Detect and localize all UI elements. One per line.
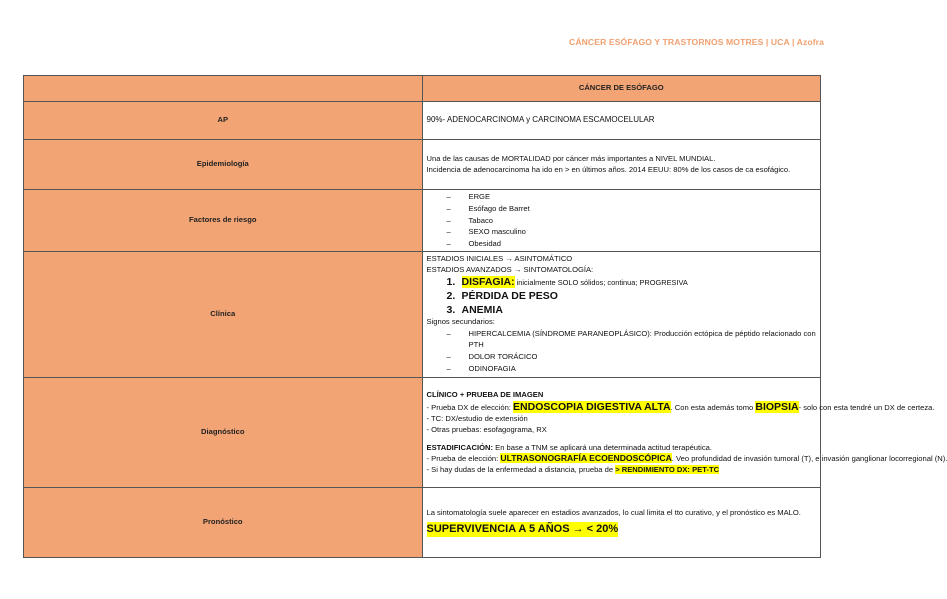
list-item: – ERGE (447, 191, 817, 203)
list-item: 2. PÉRDIDA DE PESO (446, 290, 558, 302)
survival-highlight: SUPERVIVENCIA A 5 AÑOS → < 20% (426, 523, 619, 536)
list-item: 1. DISFAGIA: inicialmente SOLO sólidos; continua; PROGRESIVA (446, 275, 688, 288)
clinica-initial: ESTADIOS INICIALES → ASINTOMÁTICO (426, 254, 573, 264)
ap-text: 90%- ADENOCARCINOMA y CARCINOMA ESCAMOCELULAR (422, 102, 821, 140)
row-diagnostico (24, 378, 821, 488)
secondary-signs-title: Signos secundarios: (426, 317, 495, 327)
row-label-ap: AP (24, 102, 423, 140)
diagnostico-line-5: - Si hay dudas de la enfermedad a distancia, prueba de > RENDIMIENTO DX: PET-TC (426, 464, 720, 474)
list-item: – HIPERCALCEMIA (SÍNDROME PARANEOPLÁSICO): Producción ectópica de péptido relacionado con PTH (447, 328, 817, 352)
pronostico-cell (422, 488, 821, 558)
table-corner-cell (24, 76, 423, 102)
list-item: – ODINOFAGIA (447, 363, 817, 375)
esophageal-cancer-table (23, 75, 947, 558)
document-header: CÁNCER ESÓFAGO Y TRASTORNOS MOTRES | UCA | Azofra (569, 37, 824, 47)
diagnostico-line-4: - Prueba de elección: ULTRASONOGRAFÍA ECOENDOSCÓPICA. Veo profundidad de invasión tumoral (T), e invasión ganglionar locorregional (N). (426, 453, 947, 464)
dysphagia-highlight: DISFAGIA: (461, 275, 515, 288)
row-label-epidemiologia: Epidemiología (24, 140, 423, 190)
clinica-cell (422, 252, 821, 378)
list-item: 3. ANEMIA (446, 304, 503, 317)
pronostico-text: La sintomatología suele aparecer en estadios avanzados, lo cual limita el tto curativo, y el pronóstico es MALO. (426, 507, 801, 517)
clinica-advanced: ESTADIOS AVANZADOS → SINTOMATOLOGÍA: (426, 264, 594, 274)
endoscopy-highlight: ENDOSCOPIA DIGESTIVA ALTA (513, 401, 671, 414)
eus-highlight: ULTRASONOGRAFÍA ECOENDOSCÓPICA (500, 453, 672, 464)
row-epidemiologia (24, 140, 821, 190)
list-item: – Obesidad (447, 238, 817, 250)
diagnostico-line-2: - TC: DX/estudio de extensión (426, 414, 528, 424)
diagnostico-line-3: - Otras pruebas: esofagograma, RX (426, 424, 547, 434)
epidemiologia-line-1: Una de las causas de MORTALIDAD por cáncer más importantes a NIVEL MUNDIAL. (426, 154, 716, 164)
table-title: CÁNCER DE ESÓFAGO (422, 76, 821, 102)
row-pronostico (24, 488, 821, 558)
list-item: – DOLOR TORÁCICO (447, 351, 817, 363)
factores-cell (422, 190, 821, 252)
epidemiologia-cell (422, 140, 821, 190)
list-item: – Esófago de Barret (447, 203, 817, 215)
pet-tc-highlight: > RENDIMIENTO DX: PET-TC (615, 464, 720, 474)
diagnostico-line-1: - Prueba DX de elección: ENDOSCOPIA DIGESTIVA ALTA. Con esta además tomo BIOPSIA- solo con esta tendré un DX de certeza. (426, 401, 935, 414)
row-clinica (24, 252, 821, 378)
row-label-pronostico: Pronóstico (24, 488, 423, 558)
secondary-signs-list (427, 328, 817, 375)
biopsy-highlight: BIOPSIA (755, 401, 799, 414)
risk-factor-list (427, 191, 817, 250)
diagnostico-cell (422, 378, 947, 488)
row-label-factores: Factores de riesgo (24, 190, 423, 252)
row-label-clinica: Clínica (24, 252, 423, 378)
list-item: – SEXO masculino (447, 226, 817, 238)
diagnostico-title: CLÍNICO + PRUEBA DE IMAGEN (426, 389, 544, 399)
row-ap (24, 102, 821, 140)
symptom-list (427, 275, 817, 318)
row-label-diagnostico: Diagnóstico (24, 378, 423, 488)
staging-line: ESTADIFICACIÓN: En base a TNM se aplicará una determinada actitud terapéutica. (426, 442, 712, 452)
row-factores (24, 190, 821, 252)
list-item: – Tabaco (447, 215, 817, 227)
epidemiologia-line-2: Incidencia de adenocarcinoma ha ido en > en últimos años. 2014 EEUU: 80% de los casos de ca esofágico. (426, 164, 791, 174)
